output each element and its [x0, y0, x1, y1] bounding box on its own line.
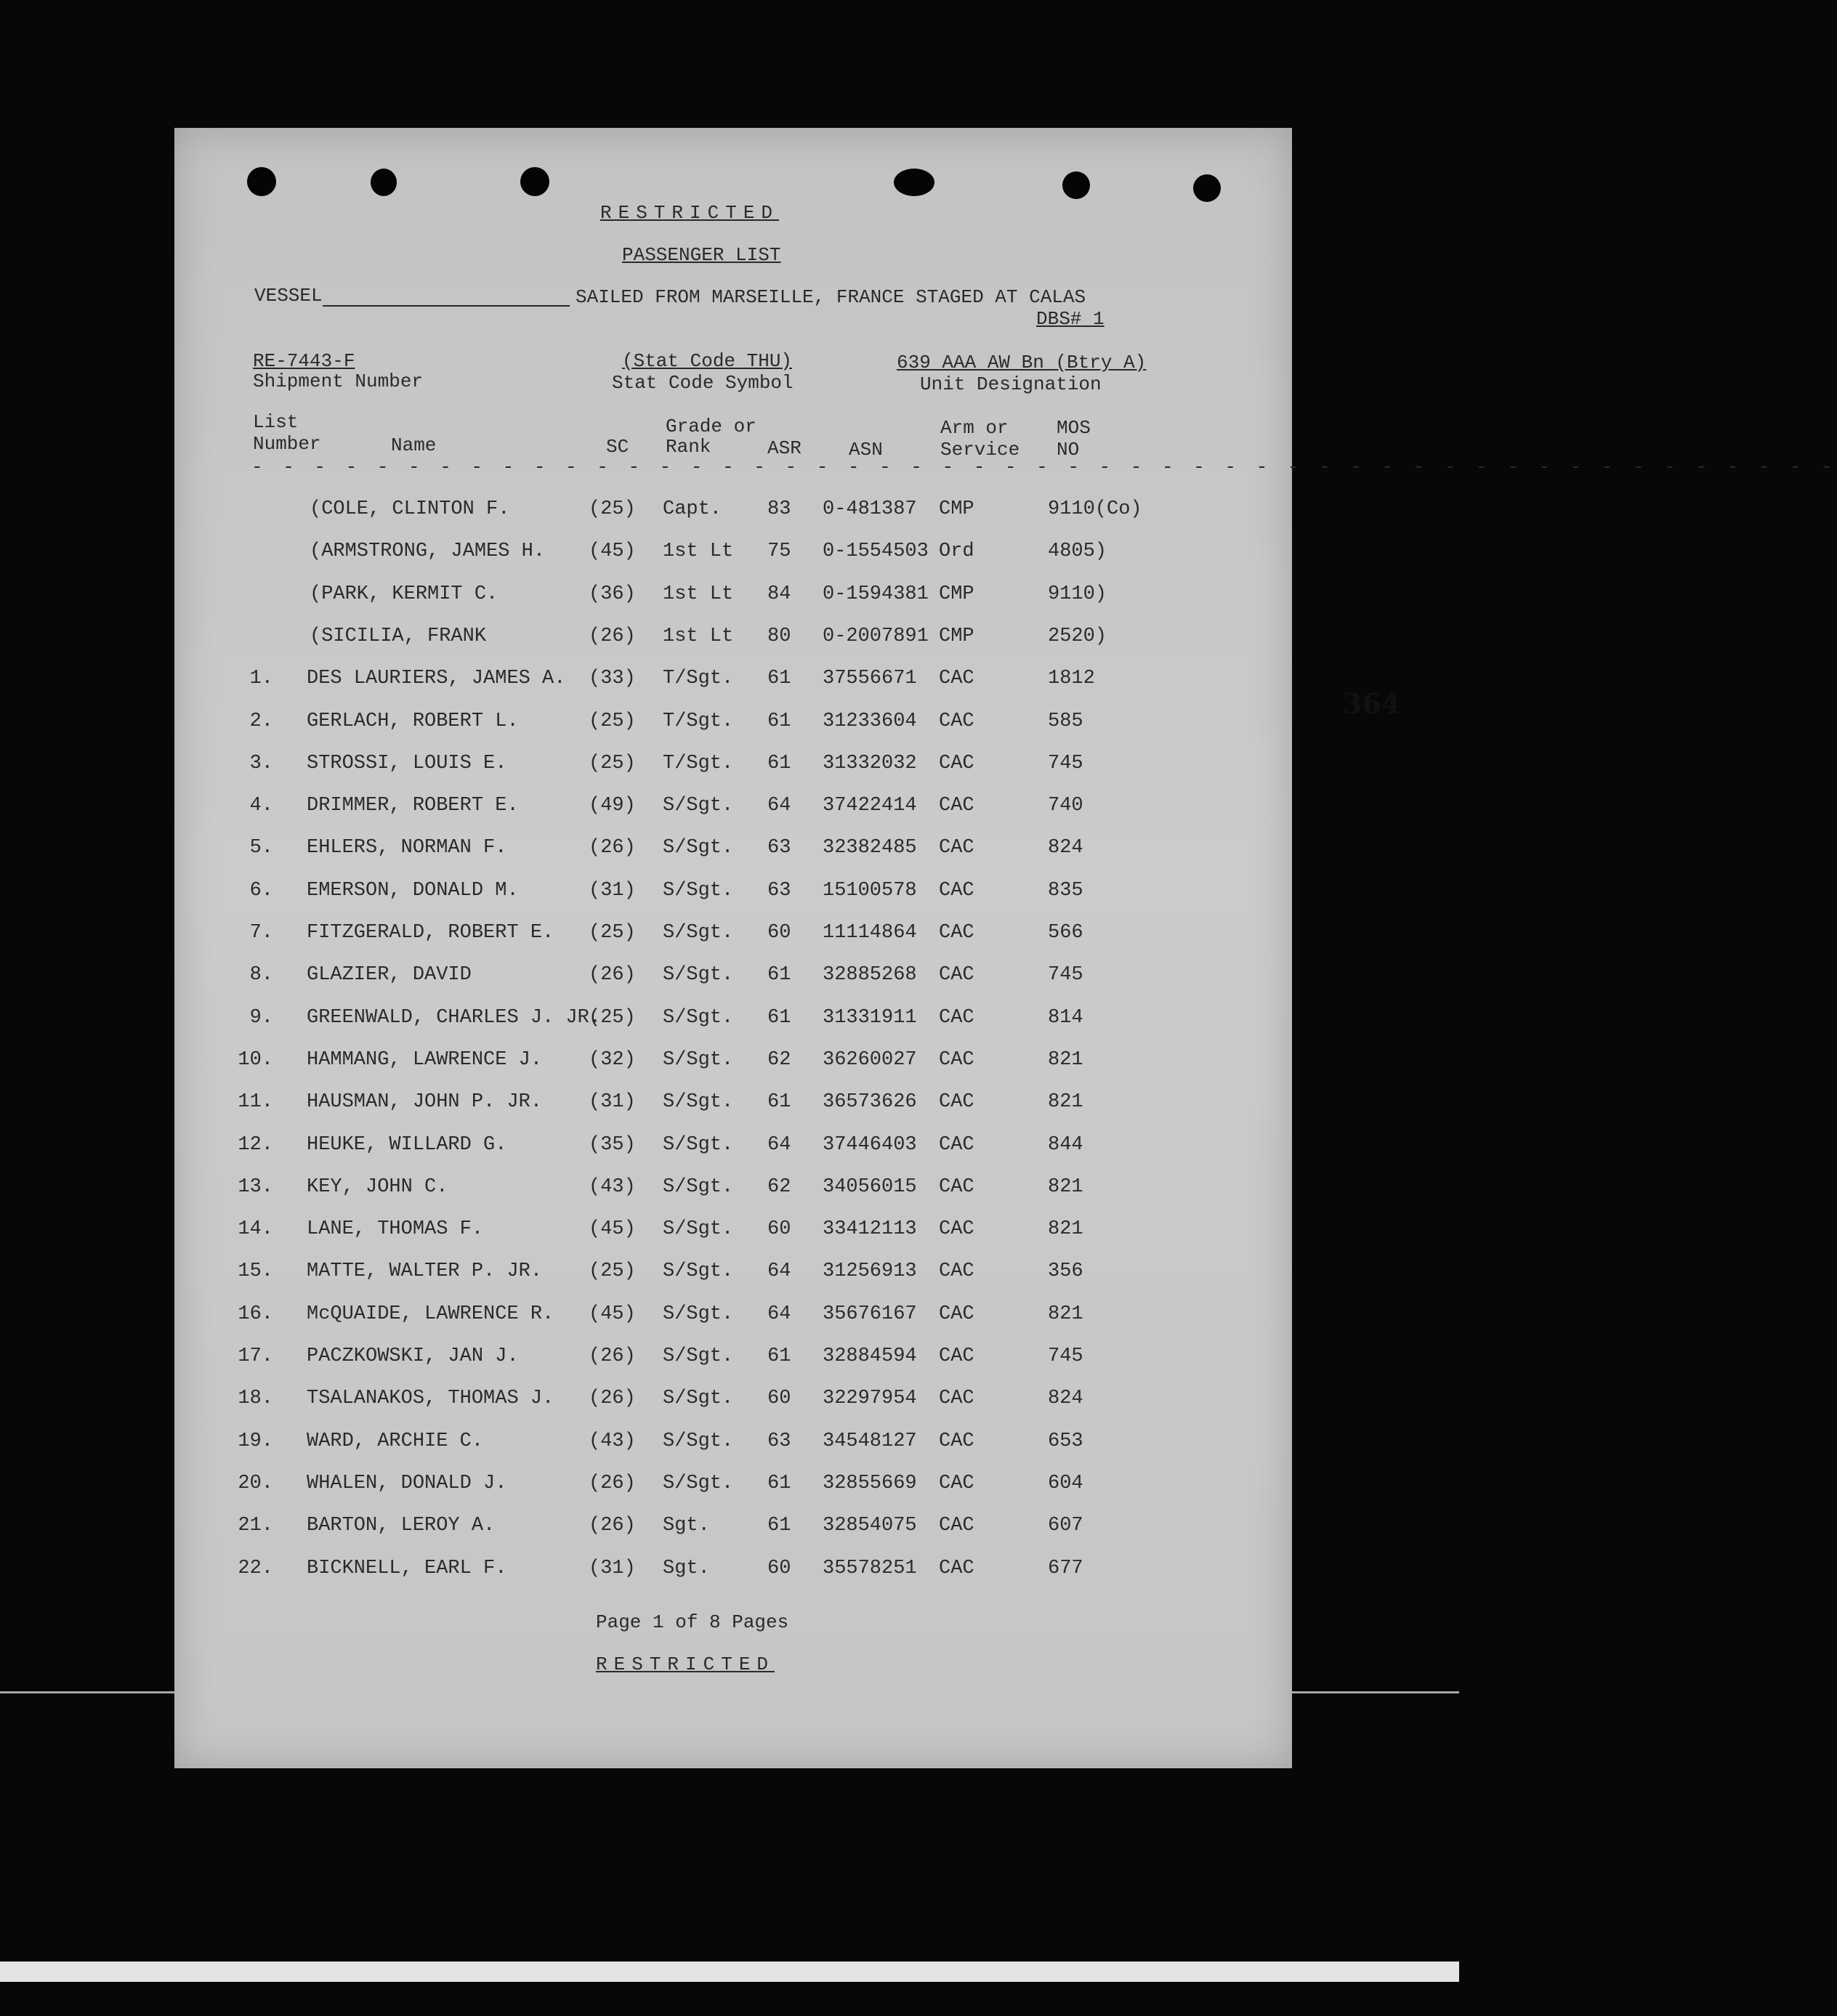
page-count: Page 1 of 8 Pages — [596, 1611, 789, 1633]
cell-name: DES LAURIERS, JAMES A. — [307, 668, 566, 689]
cell-asr: 60 — [767, 1558, 791, 1579]
cell-asr: 64 — [767, 1303, 791, 1325]
cell-grade: S/Sgt. — [663, 880, 734, 902]
cell-asn: 0-1594381 — [823, 583, 929, 605]
header-number: Number — [253, 433, 321, 455]
cell-asr: 61 — [767, 668, 791, 689]
cell-name: McQUAIDE, LAWRENCE R. — [307, 1303, 554, 1325]
header-sc: SC — [606, 436, 629, 458]
table-row — [174, 1302, 1292, 1327]
cell-arm: CAC — [939, 1176, 974, 1198]
cell-num: 1. — [249, 668, 273, 689]
cell-asn: 32855669 — [823, 1473, 917, 1494]
shipment-number-label: Shipment Number — [253, 371, 424, 392]
cell-mos: 824 — [1048, 1388, 1083, 1409]
cell-num: 20. — [238, 1473, 273, 1494]
cell-arm: CAC — [939, 795, 974, 817]
cell-asr: 75 — [767, 541, 791, 562]
shipment-number: RE-7443-F — [253, 350, 355, 372]
cell-num: 18. — [238, 1388, 273, 1409]
table-row — [174, 963, 1292, 987]
cell-grade: S/Sgt. — [663, 1430, 734, 1452]
cell-asr: 62 — [767, 1049, 791, 1071]
cell-sc: (45) — [589, 541, 636, 562]
table-row — [174, 624, 1292, 649]
cell-sc: (26) — [589, 1345, 636, 1367]
table-row — [174, 1005, 1292, 1030]
cell-sc: (43) — [589, 1430, 636, 1452]
document-title: PASSENGER LIST — [622, 244, 781, 266]
cell-name: BICKNELL, EARL F. — [307, 1558, 507, 1579]
cell-sc: (25) — [589, 1007, 636, 1029]
cell-mos: 2520) — [1048, 626, 1107, 647]
cell-arm: CAC — [939, 753, 974, 774]
cell-mos: 9110) — [1048, 583, 1107, 605]
cell-sc: (49) — [589, 795, 636, 817]
cell-grade: T/Sgt. — [663, 711, 734, 732]
header-service: Service — [940, 439, 1020, 461]
cell-asr: 84 — [767, 583, 791, 605]
header-asr: ASR — [767, 437, 802, 459]
cell-asr: 61 — [767, 964, 791, 986]
cell-num: 12. — [238, 1134, 273, 1156]
table-row — [174, 1513, 1292, 1538]
cell-sc: (31) — [589, 880, 636, 902]
header-rank: Rank — [666, 436, 711, 458]
cell-grade: Sgt. — [663, 1558, 710, 1579]
cell-sc: (36) — [589, 583, 636, 605]
cell-num: 6. — [249, 880, 273, 902]
cell-arm: CAC — [939, 1345, 974, 1367]
cell-num: 9. — [249, 1007, 273, 1029]
cell-mos: 4805) — [1048, 541, 1107, 562]
cell-asr: 62 — [767, 1176, 791, 1198]
vessel-label: VESSEL — [254, 285, 570, 307]
cell-grade: S/Sgt. — [663, 1176, 734, 1198]
header-name: Name — [391, 434, 437, 456]
cell-asn: 31331911 — [823, 1007, 917, 1029]
cell-sc: (26) — [589, 837, 636, 859]
cell-name: TSALANAKOS, THOMAS J. — [307, 1388, 554, 1409]
cell-asr: 61 — [767, 1091, 791, 1113]
cell-name: EHLERS, NORMAN F. — [307, 837, 507, 859]
cell-asn: 35578251 — [823, 1558, 917, 1579]
cell-mos: 745 — [1048, 753, 1083, 774]
cell-num: 15. — [238, 1260, 273, 1282]
cell-num: 17. — [238, 1345, 273, 1367]
cell-mos: 821 — [1048, 1049, 1083, 1071]
cell-arm: CAC — [939, 1091, 974, 1113]
cell-asn: 0-481387 — [823, 498, 917, 520]
punch-hole — [247, 167, 276, 196]
cell-sc: (31) — [589, 1091, 636, 1113]
cell-mos: 821 — [1048, 1091, 1083, 1113]
cell-arm: CAC — [939, 1260, 974, 1282]
cell-grade: S/Sgt. — [663, 964, 734, 986]
cell-num: 22. — [238, 1558, 273, 1579]
cell-mos: 824 — [1048, 837, 1083, 859]
header-no: NO — [1057, 439, 1080, 461]
cell-mos: 844 — [1048, 1134, 1083, 1156]
cell-name: (COLE, CLINTON F. — [310, 498, 510, 520]
cell-asr: 60 — [767, 1388, 791, 1409]
table-row — [174, 793, 1292, 818]
table-row — [174, 709, 1292, 734]
table-row — [174, 1344, 1292, 1369]
sailed-from: SAILED FROM MARSEILLE, FRANCE STAGED AT CALAS — [576, 286, 1086, 308]
cell-arm: CMP — [939, 583, 974, 605]
cell-asn: 37422414 — [823, 795, 917, 817]
cell-asn: 31233604 — [823, 711, 917, 732]
punch-hole — [371, 169, 397, 196]
cell-asn: 15100578 — [823, 880, 917, 902]
cell-asn: 32885268 — [823, 964, 917, 986]
cell-arm: CAC — [939, 922, 974, 944]
table-row — [174, 497, 1292, 522]
cell-asn: 33412113 — [823, 1218, 917, 1240]
cell-asn: 31256913 — [823, 1260, 917, 1282]
cell-num: 13. — [238, 1176, 273, 1198]
table-row — [174, 1471, 1292, 1496]
cell-grade: S/Sgt. — [663, 1345, 734, 1367]
unit-designation: 639 AAA AW Bn (Btry A) — [897, 352, 1147, 373]
cell-name: HEUKE, WILLARD G. — [307, 1134, 507, 1156]
cell-sc: (26) — [589, 1388, 636, 1409]
cell-arm: CAC — [939, 1007, 974, 1029]
cell-mos: 814 — [1048, 1007, 1083, 1029]
cell-num: 21. — [238, 1515, 273, 1537]
cell-num: 16. — [238, 1303, 273, 1325]
table-row — [174, 1217, 1292, 1242]
cell-name: GREENWALD, CHARLES J. JR. — [307, 1007, 602, 1029]
cell-arm: CAC — [939, 1558, 974, 1579]
cell-grade: S/Sgt. — [663, 1303, 734, 1325]
cell-grade: S/Sgt. — [663, 1007, 734, 1029]
cell-sc: (43) — [589, 1176, 636, 1198]
table-row — [174, 1556, 1292, 1581]
cell-grade: 1st Lt — [663, 583, 734, 605]
cell-num: 10. — [238, 1049, 273, 1071]
cell-asr: 63 — [767, 837, 791, 859]
restricted-header: RESTRICTED — [600, 202, 780, 224]
cell-name: HAMMANG, LAWRENCE J. — [307, 1049, 543, 1071]
cell-grade: S/Sgt. — [663, 1218, 734, 1240]
cell-asr: 64 — [767, 1260, 791, 1282]
cell-arm: CAC — [939, 1134, 974, 1156]
cell-asn: 0-2007891 — [823, 626, 929, 647]
cell-arm: Ord — [939, 541, 974, 562]
cell-arm: CAC — [939, 1049, 974, 1071]
cell-mos: 740 — [1048, 795, 1083, 817]
header-asn: ASN — [849, 439, 883, 461]
table-row — [174, 920, 1292, 945]
cell-grade: S/Sgt. — [663, 837, 734, 859]
cell-arm: CAC — [939, 1473, 974, 1494]
table-row — [174, 1090, 1292, 1114]
cell-grade: S/Sgt. — [663, 1473, 734, 1494]
header-rule: - - - - - - - - - - - - - - - - - - - - - - - - - - - - - - - - - - - - - - - - - - - - - - - - - - - — [251, 456, 1837, 478]
cell-mos: 585 — [1048, 711, 1083, 732]
cell-mos: 566 — [1048, 922, 1083, 944]
cell-name: LANE, THOMAS F. — [307, 1218, 484, 1240]
table-row — [174, 582, 1292, 607]
cell-sc: (25) — [589, 711, 636, 732]
cell-grade: T/Sgt. — [663, 753, 734, 774]
cell-num: 19. — [238, 1430, 273, 1452]
cell-mos: 604 — [1048, 1473, 1083, 1494]
cell-num: 14. — [238, 1218, 273, 1240]
cell-name: HAUSMAN, JOHN P. JR. — [307, 1091, 543, 1113]
cell-mos: 356 — [1048, 1260, 1083, 1282]
cell-asn: 32884594 — [823, 1345, 917, 1367]
cell-asn: 37556671 — [823, 668, 917, 689]
stamp-number: 364 — [1343, 687, 1401, 720]
cell-asn: 37446403 — [823, 1134, 917, 1156]
cell-name: (SICILIA, FRANK — [310, 626, 487, 647]
cell-sc: (25) — [589, 922, 636, 944]
cell-sc: (26) — [589, 964, 636, 986]
cell-num: 11. — [238, 1091, 273, 1113]
cell-asr: 83 — [767, 498, 791, 520]
cell-name: MATTE, WALTER P. JR. — [307, 1260, 543, 1282]
cell-asn: 36260027 — [823, 1049, 917, 1071]
table-row — [174, 1175, 1292, 1199]
header-mos: MOS — [1057, 417, 1091, 439]
cell-num: 5. — [249, 837, 273, 859]
cell-mos: 835 — [1048, 880, 1083, 902]
cell-name: FITZGERALD, ROBERT E. — [307, 922, 554, 944]
cell-asr: 63 — [767, 880, 791, 902]
cell-asn: 34056015 — [823, 1176, 917, 1198]
cell-mos: 653 — [1048, 1430, 1083, 1452]
cell-arm: CAC — [939, 668, 974, 689]
cell-grade: Capt. — [663, 498, 722, 520]
cell-asn: 34548127 — [823, 1430, 917, 1452]
cell-asr: 64 — [767, 795, 791, 817]
cell-sc: (45) — [589, 1303, 636, 1325]
cell-mos: 821 — [1048, 1303, 1083, 1325]
cell-asr: 61 — [767, 1345, 791, 1367]
cell-mos: 821 — [1048, 1176, 1083, 1198]
cell-asn: 32382485 — [823, 837, 917, 859]
cell-asr: 61 — [767, 1007, 791, 1029]
cell-grade: Sgt. — [663, 1515, 710, 1537]
cell-asn: 0-1554503 — [823, 541, 929, 562]
restricted-footer: RESTRICTED — [596, 1653, 775, 1675]
cell-arm: CAC — [939, 1515, 974, 1537]
header-list: List — [253, 411, 299, 433]
punch-hole — [1062, 171, 1090, 199]
cell-sc: (31) — [589, 1558, 636, 1579]
cell-sc: (32) — [589, 1049, 636, 1071]
cell-mos: 677 — [1048, 1558, 1083, 1579]
cell-asr: 61 — [767, 753, 791, 774]
cell-arm: CAC — [939, 1430, 974, 1452]
cell-num: 8. — [249, 964, 273, 986]
cell-arm: CAC — [939, 1303, 974, 1325]
cell-name: WARD, ARCHIE C. — [307, 1430, 484, 1452]
cell-grade: S/Sgt. — [663, 1134, 734, 1156]
cell-asn: 36573626 — [823, 1091, 917, 1113]
cell-arm: CAC — [939, 837, 974, 859]
cell-name: KEY, JOHN C. — [307, 1176, 448, 1198]
cell-asr: 61 — [767, 1473, 791, 1494]
table-row — [174, 751, 1292, 776]
table-row — [174, 666, 1292, 691]
cell-num: 3. — [249, 753, 273, 774]
cell-mos: 9110(Co) — [1048, 498, 1142, 520]
cell-grade: 1st Lt — [663, 626, 734, 647]
cell-asn: 32297954 — [823, 1388, 917, 1409]
cell-arm: CAC — [939, 880, 974, 902]
cell-mos: 1812 — [1048, 668, 1095, 689]
cell-name: PACZKOWSKI, JAN J. — [307, 1345, 519, 1367]
table-row — [174, 1259, 1292, 1284]
cell-name: WHALEN, DONALD J. — [307, 1473, 507, 1494]
cell-sc: (25) — [589, 753, 636, 774]
table-row — [174, 1048, 1292, 1072]
cell-name: GLAZIER, DAVID — [307, 964, 472, 986]
cell-name: EMERSON, DONALD M. — [307, 880, 519, 902]
cell-asr: 60 — [767, 1218, 791, 1240]
cell-asr: 64 — [767, 1134, 791, 1156]
cell-num: 4. — [249, 795, 273, 817]
cell-asn: 32854075 — [823, 1515, 917, 1537]
punch-hole — [894, 169, 934, 196]
cell-num: 7. — [249, 922, 273, 944]
cell-sc: (45) — [589, 1218, 636, 1240]
cell-arm: CAC — [939, 1218, 974, 1240]
punch-hole — [1193, 174, 1221, 202]
cell-mos: 607 — [1048, 1515, 1083, 1537]
cell-asr: 63 — [767, 1430, 791, 1452]
document-page — [174, 128, 1837, 1768]
cell-arm: CMP — [939, 626, 974, 647]
header-arm: Arm or — [940, 417, 1009, 439]
cell-sc: (26) — [589, 1473, 636, 1494]
cell-sc: (26) — [589, 626, 636, 647]
cell-sc: (25) — [589, 498, 636, 520]
cell-mos: 745 — [1048, 1345, 1083, 1367]
stat-code-label: Stat Code Symbol — [612, 372, 794, 394]
scan-bottom-edge — [0, 1962, 1459, 1982]
cell-sc: (25) — [589, 1260, 636, 1282]
cell-grade: S/Sgt. — [663, 1049, 734, 1071]
cell-name: GERLACH, ROBERT L. — [307, 711, 519, 732]
table-row — [174, 1386, 1292, 1411]
cell-asr: 61 — [767, 711, 791, 732]
cell-mos: 745 — [1048, 964, 1083, 986]
unit-designation-label: Unit Designation — [920, 373, 1102, 395]
cell-arm: CMP — [939, 498, 974, 520]
cell-mos: 821 — [1048, 1218, 1083, 1240]
cell-sc: (26) — [589, 1515, 636, 1537]
header-grade: Grade or — [666, 416, 756, 437]
cell-grade: S/Sgt. — [663, 1091, 734, 1113]
cell-grade: T/Sgt. — [663, 668, 734, 689]
table-row — [174, 539, 1292, 564]
cell-arm: CAC — [939, 964, 974, 986]
table-row — [174, 835, 1292, 860]
cell-arm: CAC — [939, 711, 974, 732]
stat-code: (Stat Code THU) — [622, 350, 793, 372]
cell-name: BARTON, LEROY A. — [307, 1515, 496, 1537]
cell-grade: S/Sgt. — [663, 795, 734, 817]
cell-sc: (35) — [589, 1134, 636, 1156]
cell-grade: S/Sgt. — [663, 1388, 734, 1409]
table-row — [174, 878, 1292, 903]
cell-name: DRIMMER, ROBERT E. — [307, 795, 519, 817]
table-row — [174, 1429, 1292, 1454]
cell-asr: 61 — [767, 1515, 791, 1537]
table-row — [174, 1133, 1292, 1157]
cell-grade: 1st Lt — [663, 541, 734, 562]
cell-asr: 80 — [767, 626, 791, 647]
cell-name: (PARK, KERMIT C. — [310, 583, 498, 605]
cell-sc: (33) — [589, 668, 636, 689]
punch-hole — [520, 167, 549, 196]
cell-grade: S/Sgt. — [663, 922, 734, 944]
cell-num: 2. — [249, 711, 273, 732]
cell-name: STROSSI, LOUIS E. — [307, 753, 507, 774]
cell-arm: CAC — [939, 1388, 974, 1409]
cell-asr: 60 — [767, 922, 791, 944]
dbs-number: DBS# 1 — [1036, 308, 1105, 330]
cell-asn: 35676167 — [823, 1303, 917, 1325]
cell-asn: 31332032 — [823, 753, 917, 774]
cell-name: (ARMSTRONG, JAMES H. — [310, 541, 546, 562]
cell-asn: 11114864 — [823, 922, 917, 944]
cell-grade: S/Sgt. — [663, 1260, 734, 1282]
